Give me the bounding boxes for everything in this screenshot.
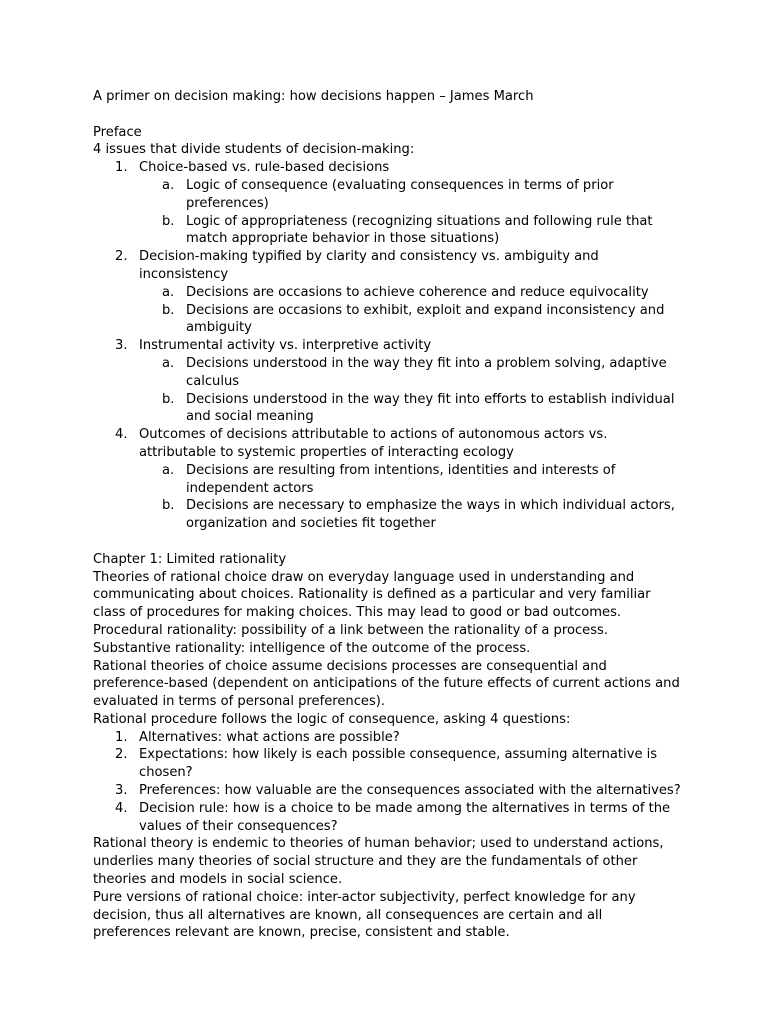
blank-line <box>93 106 683 124</box>
question-text: Alternatives: what actions are possible? <box>139 729 400 745</box>
sub-item-letter: a. <box>162 462 175 478</box>
issue-item <box>93 248 683 284</box>
issue-sub-item <box>93 391 683 427</box>
chapter-paragraph: Rational theory is endemic to theories of human behavior; used to understand actions, underlies many theories of social structure and they are the fundamentals of other theories and models in social science. <box>93 836 664 888</box>
sub-item-text: Decisions understood in the way they fit into efforts to establish individual and social meaning <box>186 391 675 425</box>
question-number: 4. <box>115 800 128 816</box>
sub-item-letter: b. <box>162 498 175 514</box>
sub-item-text: Logic of appropriateness (recognizing situations and following rule that match appropriate behavior in those situations) <box>186 213 653 247</box>
chapter-paragraph: Theories of rational choice draw on everyday language used in understanding and communicating about choices. Rationality is defined as a particular and very familiar class of procedures for making choices. This may lead to good or bad outcomes. Procedural rationality: possibility of a link between the rationality of a process. Substantive rationality: intelligence of the outcome of the process. <box>93 569 651 656</box>
question-item <box>93 800 683 836</box>
preface-heading: Preface <box>93 124 142 140</box>
issue-sub-item <box>93 462 683 498</box>
sub-item-text: Decisions are occasions to exhibit, exploit and expand inconsistency and ambiguity <box>186 302 665 336</box>
issues-list <box>93 159 683 533</box>
question-item <box>93 729 683 747</box>
issue-item <box>93 159 683 177</box>
issue-text: Instrumental activity vs. interpretive activity <box>139 338 432 354</box>
preface-intro: 4 issues that divide students of decision-making: <box>93 142 415 158</box>
chapter-paragraph: Rational theories of choice assume decisions processes are consequential and preference-based (dependent on anticipations of the future effects of current actions and evaluated in terms of personal preferences). <box>93 658 680 710</box>
sub-item-text: Logic of consequence (evaluating consequences in terms of prior preferences) <box>186 177 614 211</box>
issue-number: 1. <box>115 160 128 176</box>
sub-item-letter: a. <box>162 355 175 371</box>
issue-number: 4. <box>115 427 128 443</box>
question-item <box>93 746 683 782</box>
sub-item-letter: a. <box>162 284 175 300</box>
sub-item-text: Decisions understood in the way they fit into a problem solving, adaptive calculus <box>186 355 667 389</box>
document-body <box>93 88 683 942</box>
chapter-paragraph: Rational procedure follows the logic of consequence, asking 4 questions: <box>93 711 571 727</box>
issue-number: 3. <box>115 338 128 354</box>
question-number: 2. <box>115 747 128 763</box>
sub-item-letter: b. <box>162 391 175 407</box>
question-text: Preferences: how valuable are the consequences associated with the alternatives? <box>139 783 681 799</box>
issue-sub-item <box>93 177 683 213</box>
question-text: Decision rule: how is a choice to be made among the alternatives in terms of the values of their consequences? <box>139 800 671 834</box>
sub-item-letter: a. <box>162 177 175 193</box>
blank-line <box>93 533 683 551</box>
issue-sub-item <box>93 355 683 391</box>
question-number: 1. <box>115 729 128 745</box>
question-text: Expectations: how likely is each possible consequence, assuming alternative is chosen? <box>139 747 658 781</box>
issue-sub-item <box>93 284 683 302</box>
issue-text: Outcomes of decisions attributable to actions of autonomous actors vs. attributable to systemic properties of interacting ecology <box>139 427 608 460</box>
sub-item-text: Decisions are resulting from intentions, identities and interests of independent actors <box>186 462 616 496</box>
issue-sub-item <box>93 302 683 338</box>
issue-text: Decision-making typified by clarity and consistency vs. ambiguity and inconsistency <box>139 249 599 282</box>
sub-item-text: Decisions are necessary to emphasize the ways in which individual actors, organization and societies fit together <box>186 498 675 532</box>
issue-item <box>93 337 683 355</box>
question-number: 3. <box>115 783 128 799</box>
issue-sub-item <box>93 213 683 249</box>
chapter-heading: Chapter 1: Limited rationality <box>93 551 287 567</box>
issue-item <box>93 426 683 462</box>
question-item <box>93 782 683 800</box>
questions-list <box>93 729 683 836</box>
issue-sub-item <box>93 497 683 533</box>
chapter-paragraph: Pure versions of rational choice: inter-actor subjectivity, perfect knowledge for any decision, thus all alternatives are known, all consequences are certain and all preferences relevant are known, precise, consistent and stable. <box>93 889 636 941</box>
sub-item-letter: b. <box>162 302 175 318</box>
issue-number: 2. <box>115 249 128 265</box>
issue-text: Choice-based vs. rule-based decisions <box>139 160 390 176</box>
sub-item-text: Decisions are occasions to achieve coherence and reduce equivocality <box>186 284 649 300</box>
document-title: A primer on decision making: how decisions happen – James March <box>93 89 534 104</box>
sub-item-letter: b. <box>162 213 175 229</box>
